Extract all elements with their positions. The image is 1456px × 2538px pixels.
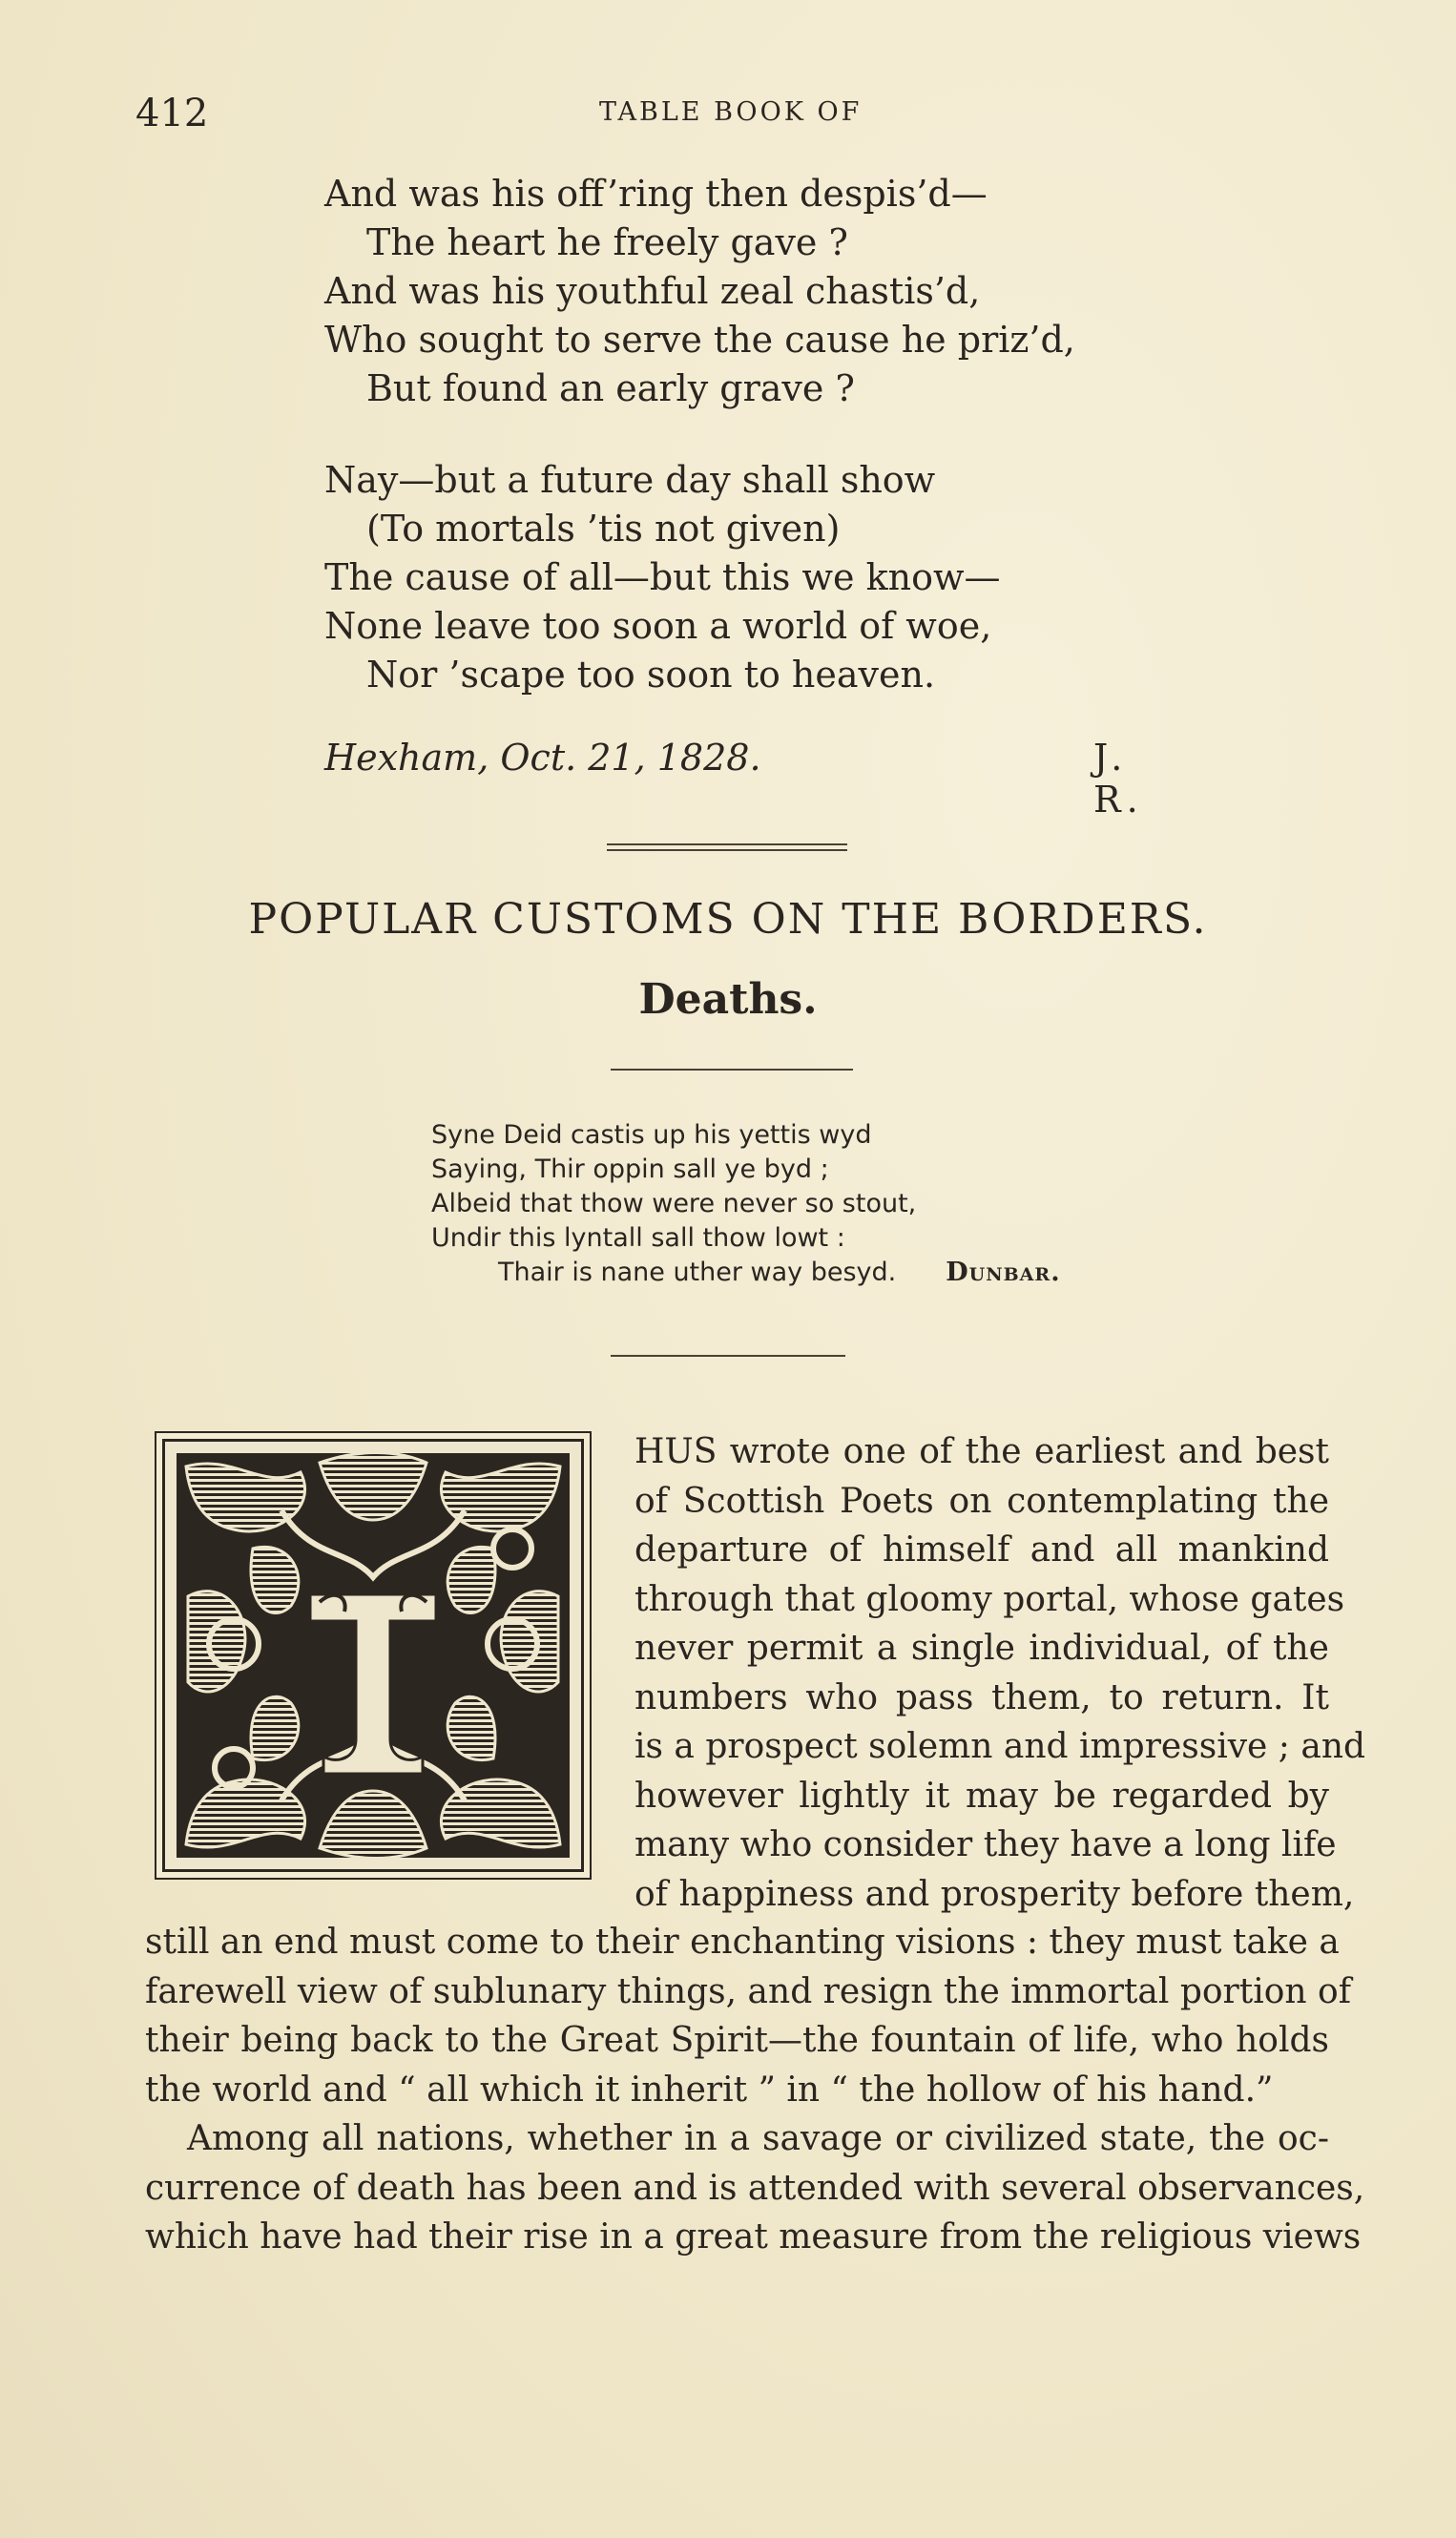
- body-paragraph-full: [145, 1918, 1365, 2262]
- epigraph-line: Saying, Thir oppin sall ye byd ;: [431, 1155, 829, 1184]
- epigraph-last-text: Thair is nane uther way besyd.: [498, 1258, 897, 1287]
- poem-stanza-2: [324, 456, 1000, 699]
- poem-line: None leave too soon a world of woe,: [324, 605, 992, 647]
- epigraph-line: Undir this lyntall sall thow lowt :: [431, 1223, 845, 1253]
- body-line: still an end must come to their enchanting visions : they must take a: [145, 1923, 1340, 1962]
- epigraph-rule: [611, 1355, 845, 1357]
- body-line: currence of death has been and is attended with several observances,: [145, 2168, 1365, 2208]
- section-title: POPULAR CUSTOMS ON THE BORDERS.: [248, 895, 1208, 944]
- body-line: the world and “ all which it inherit ” in “ the hollow of his hand.”: [145, 2070, 1274, 2110]
- epigraph-line: [431, 1256, 1061, 1290]
- epigraph-line: Albeid that thow were never so stout,: [431, 1189, 917, 1218]
- body-line: is a prospect solemn and impressive ; and: [634, 1727, 1366, 1766]
- running-head: [0, 92, 1456, 139]
- body-line: of Scottish Poets on contemplating the: [634, 1481, 1329, 1521]
- author-initials: J. R.: [1093, 737, 1144, 821]
- epigraph: [431, 1118, 1061, 1290]
- body-line: farewell view of sublunary things, and resign the immortal portion of: [145, 1971, 1352, 2011]
- section-divider: [607, 843, 847, 851]
- ornamental-initial-t-icon: [177, 1453, 570, 1858]
- body-line: numbers who pass them, to return. It: [634, 1677, 1329, 1717]
- poem-line: Nor ’scape too soon to heaven.: [366, 654, 936, 696]
- poem-line: The heart he freely gave ?: [366, 221, 848, 263]
- body-line: through that gloomy portal, whose gates: [634, 1579, 1345, 1619]
- subtitle-rule: [611, 1069, 853, 1071]
- poem-line: The cause of all—but this we know—: [324, 556, 1001, 598]
- poem-line: (To mortals ’tis not given): [366, 508, 841, 550]
- epigraph-attribution: Dunbar.: [946, 1258, 1061, 1287]
- poem-line: And was his off’ring then despis’d—: [324, 173, 988, 215]
- poem-line: Nay—but a future day shall show: [324, 459, 936, 501]
- body-paragraph-dropcap: [634, 1427, 1366, 1919]
- place-date: Hexham, Oct. 21, 1828.: [324, 737, 761, 779]
- body-line: HUS wrote one of the earliest and best: [634, 1432, 1329, 1471]
- body-line: which have had their rise in a great measure from the religious views: [145, 2217, 1362, 2257]
- body-line: however lightly it may be regarded by: [634, 1776, 1329, 1816]
- body-line: their being back to the Great Spirit—the fountain of life, who holds: [145, 2021, 1329, 2060]
- drop-cap-frame: [162, 1439, 584, 1872]
- page-number: 412: [135, 92, 209, 135]
- epigraph-line: Syne Deid castis up his yettis wyd: [431, 1120, 872, 1150]
- body-line: of happiness and prosperity before them,: [634, 1874, 1355, 1914]
- body-line: never permit a single individual, of the: [634, 1629, 1329, 1668]
- body-line: Among all nations, whether in a savage or civilized state, the oc-: [187, 2119, 1329, 2158]
- running-title: TABLE BOOK OF: [599, 97, 863, 127]
- poem-line: But found an early grave ?: [366, 367, 855, 409]
- poem-signature: [324, 737, 1183, 821]
- poem-stanza-1: [324, 170, 1075, 413]
- body-line: many who consider they have a long life: [634, 1825, 1337, 1864]
- poem-line: Who sought to serve the cause he priz’d,: [324, 319, 1075, 361]
- subsection-title: Deaths.: [638, 975, 818, 1024]
- poem-line: And was his youthful zeal chastis’d,: [324, 270, 981, 312]
- body-line: departure of himself and all mankind: [634, 1530, 1329, 1570]
